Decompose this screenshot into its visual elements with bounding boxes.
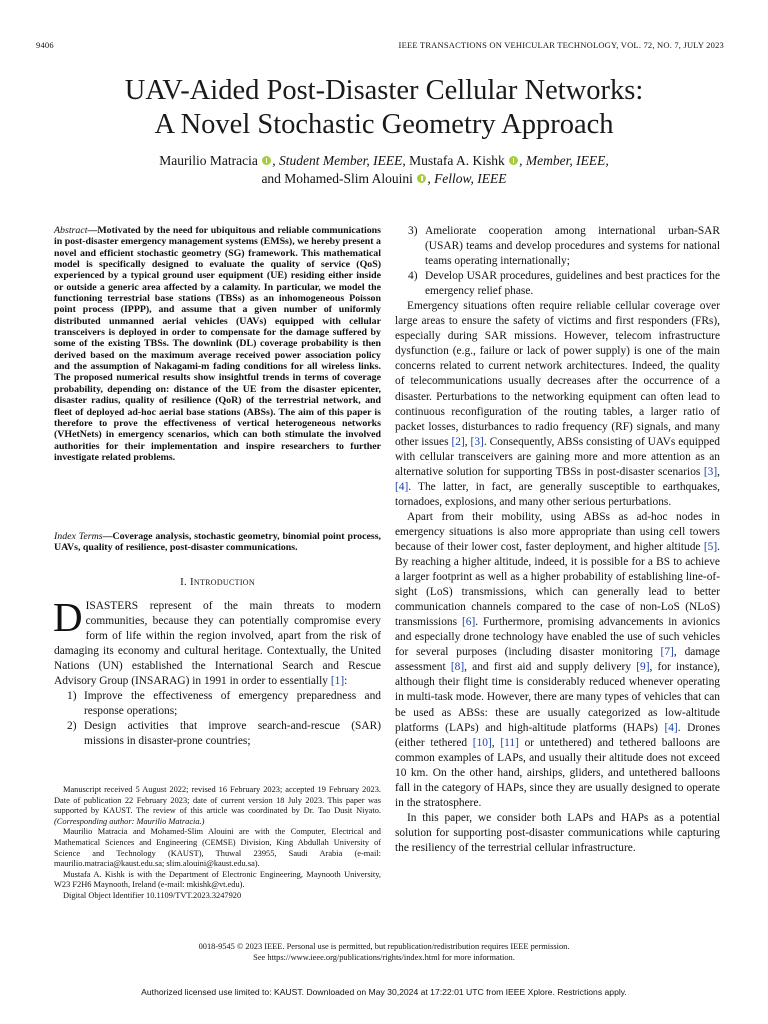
orcid-icon[interactable]: [262, 156, 271, 165]
index-terms: [54, 531, 381, 554]
citation-link[interactable]: [4]: [395, 480, 409, 493]
list-text: Develop USAR procedures, guidelines and best practices for the emergency relief phase.: [425, 270, 720, 298]
list-text: Ameliorate cooperation among international urban-SAR (USAR) teams and develop procedures and systems for national teams operating internationally;: [425, 225, 720, 268]
author-2-name: , Mustafa A. Kishk: [402, 153, 505, 168]
copyright-line: 0018-9545 © 2023 IEEE. Personal use is permitted, but republication/redistribution requires IEEE permission.: [198, 942, 570, 951]
abstract-label: Abstract: [54, 225, 88, 236]
right-column: [395, 224, 720, 856]
list-text: Improve the effectiveness of emergency preparedness and response operations;: [84, 690, 381, 718]
list-item: [54, 689, 381, 719]
license-footer: Authorized licensed use limited to: KAUST. Downloaded on May 30,2024 at 17:22:01 UTC from IEEE Xplore. Restrictions apply.: [141, 987, 627, 997]
intro-text: ISASTERS represent of the main threats to modern communities, because they can potentially compromise every form of life within the region involved, apart from the risk of damaging its economy and cultural heritage. Contextually, the United Nations (UN) established the International Search and Rescue Advisory Group (INSARAG) in 1991 in order to essentially: [54, 600, 381, 688]
citation-link[interactable]: [10]: [472, 736, 492, 749]
affiliation-1: Maurilio Matracia and Mohamed-Slim Alouini are with the Computer, Electrical and Mathematical Sciences and Engineering (CEMSE) Division, King Abdullah University of Science and Technology (KAUST), Thuwal 23955, Saudi Arabia (e-mail: maurilio.matracia@kaust.edu.sa; slim.alouini@kaust.edu.sa).: [54, 827, 381, 869]
body-text: or untethered) and tethered balloons are common examples of LAPs, and usually their altitude does not exceed 10 km. On the other hand, airships, gliders, and untethered balloons fall in the category of HAPs, since they are usually designed to operate in the stratosphere.: [395, 736, 720, 809]
author-3-role: , Fellow, IEEE: [427, 170, 507, 186]
citation-link[interactable]: [1]: [330, 675, 345, 688]
citation-link[interactable]: [7]: [660, 646, 674, 659]
citation-link[interactable]: [8]: [450, 661, 465, 674]
section-number: I.: [180, 576, 187, 588]
section-heading: [54, 576, 381, 588]
title-line-1: UAV-Aided Post-Disaster Cellular Networks:: [124, 75, 644, 106]
citation-link[interactable]: [3]: [470, 435, 484, 448]
page-number: 9406: [36, 40, 54, 50]
author-3-name: and Mohamed-Slim Alouini: [261, 170, 413, 186]
author-list: [0, 152, 768, 187]
body-text: . Consequently, ABSs consisting of UAVs equipped with cellular transceivers are gaining more and more attention as an alternative solution for supporting TBSs in post-disaster scenarios: [395, 435, 720, 478]
manuscript-note: [54, 785, 381, 827]
body-text: , damage assessment: [395, 646, 720, 674]
corresponding-author: (Corresponding author: Maurilio Matracia.): [54, 816, 205, 826]
paper-title: [0, 74, 768, 142]
goals-list-continued: [395, 224, 720, 299]
list-number: 3): [408, 225, 418, 237]
body-text: . Drones (either tethered: [395, 721, 721, 749]
citation-link[interactable]: [5]: [703, 540, 718, 553]
doi[interactable]: Digital Object Identifier 10.1109/TVT.2023.3247920: [63, 890, 242, 900]
body-paragraph: In this paper, we consider both LAPs and HAPs as a potential solution for supporting post-disaster communications while capturing the resiliency of the terrestrial cellular infrastructure.: [395, 811, 720, 854]
title-line-2: A Novel Stochastic Geometry Approach: [154, 109, 614, 140]
body-text: , and first aid and supply delivery: [464, 661, 637, 674]
footnotes: [54, 785, 381, 902]
body-text: Emergency situations often require reliable cellular coverage over large areas to ensure the safety of victims and first responders (FRs), especially during SAR missions. However, telecom infrastructure dysfunction (e.g., failure or lack of power supply) is one of the main concerns related to current network architectures. Indeed, the quality of telecommunications usually decreases after the occurrence of a disaster. Perturbations to the networking equipment can often lead to continuous reconfiguration of the routing tables, a larger ratio of packet losses, disturbances to radio frequency (RF) signals, and many other issues: [395, 300, 720, 448]
citation-link[interactable]: [2]: [451, 435, 465, 448]
section-title: Introduction: [189, 576, 255, 588]
list-number: 2): [67, 720, 77, 733]
index-terms-label: Index Terms: [54, 531, 103, 542]
body-text: , for instance), although their flight time is considerably reduced whenever operating in multi-task mode. However, there are many types of vehicles that can be used as ABSs: these are usually categorized as low-altitude platforms (LAPs) and high-altitude platforms (HAPs): [395, 661, 721, 734]
abstract: [54, 225, 381, 463]
citation-link[interactable]: [11]: [500, 736, 519, 749]
body-paragraph: [395, 299, 720, 510]
goals-list: [54, 689, 381, 749]
intro-text: :: [344, 675, 348, 688]
intro-paragraph: [53, 594, 381, 689]
list-item: [395, 269, 720, 299]
author-2-role: , Member, IEEE,: [519, 153, 609, 168]
author-1-name: Maurilio Matracia: [159, 153, 258, 168]
orcid-icon[interactable]: [417, 174, 426, 183]
list-item: [395, 224, 720, 269]
citation-link[interactable]: [4]: [664, 721, 678, 734]
journal-name: IEEE TRANSACTIONS ON VEHICULAR TECHNOLOGY, VOL. 72, NO. 7, JULY 2023: [398, 40, 724, 50]
body-text: . Furthermore, promising advancements in avionics and especially drone technology have enabled the use of such vehicles for several purposes (including disaster monitoring: [395, 616, 721, 659]
body-text: Apart from their mobility, using ABSs as ad-hoc nodes in emergency situations is also more appropriate than using cell towers because of their lower cost, faster deployment, and higher altitude: [395, 510, 720, 553]
drop-cap: D: [53, 594, 83, 640]
index-terms-text: —Coverage analysis, stochastic geometry, binomial point process, UAVs, quality of resilience, post-disaster communications.: [54, 531, 382, 554]
body-text: ,: [491, 736, 501, 749]
citation-link[interactable]: [9]: [636, 661, 650, 674]
author-1-role: , Student Member, IEEE: [272, 153, 403, 168]
orcid-icon[interactable]: [509, 156, 518, 165]
citation-link[interactable]: [6]: [461, 616, 476, 629]
body-text: . The latter, in fact, are generally susceptible to earthquakes, tornadoes, explosions, and many other serious perturbations.: [395, 480, 720, 508]
manuscript-text: Manuscript received 5 August 2022; revised 16 February 2023; accepted 19 February 2023. Date of publication 22 February 2023; date of current version 18 July 2023. This paper was supported by KAUST. The review of this article was coordinated by Dr. Tao Dusit Niyato.: [54, 785, 381, 816]
list-item: [54, 719, 381, 749]
affiliation-2: Mustafa A. Kishk is with the Department of Electronic Engineering, Maynooth University, W23 F2H6 Maynooth, Ireland (e-mail: mkishk@vt.edu).: [54, 869, 381, 890]
running-header: [36, 40, 724, 54]
list-number: 4): [408, 270, 418, 283]
body-text: . By reaching a higher altitude, indeed, it is possible for a BS to achieve a larger footprint as well as a higher probability of establishing line-of-sight (LoS) transmissions, which can generally lead to better communication channels compared to the case of non-LoS (NLoS) transmissions: [395, 540, 720, 629]
list-text: Design activities that improve search-and-rescue (SAR) missions in disaster-prone countries;: [84, 720, 381, 748]
abstract-text: —Motivated by the need for ubiquitous and reliable communications in post-disaster emergency management systems (EMSs), we hereby present a novel and efficient stochastic geometry (SG) framework. This mathematical model is specifically designed to evaluate the quality of service (QoS) experienced by a typical ground user equipment (UE) residing either inside or outside a generic area affected by a calamity. In particular, we model the functioning terrestrial base stations (TBSs) as an inhomogeneous Poisson point process (IPPP), and assume that a given number of uniformly distributed unmanned aerial vehicles (UAVs) equipped with cellular transceivers is deployed in order to compensate for the damage suffered by some of the existing TBSs. The downlink (DL) coverage probability is then derived based on the maximum average received power association policy and the assumption of Nakagami-m fading conditions for all wireless links. The proposed numerical results show insightful trends in terms of coverage probability, depending on: distance of the UE from the disaster epicenter, disaster radius, quality of resilience (QoR) of the terrestrial network, and fleet of deployed ad-hoc aerial base stations (ABSs). The aim of this paper is therefore to prove the effectiveness of vertical heterogeneous networks (VHetNets) in emergency scenarios, which can both stimulate the involved authorities for their implementation and inspire researchers to further investigate related problems.: [54, 225, 381, 463]
intro-left-column: [53, 594, 381, 749]
copyright-notice: [0, 942, 768, 964]
citation-link[interactable]: [3]: [703, 465, 718, 478]
body-text: ,: [717, 465, 720, 478]
body-text: ,: [464, 435, 471, 448]
list-number: 1): [67, 690, 77, 703]
rights-link[interactable]: See https://www.ieee.org/publications/rights/index.html for more information.: [253, 952, 515, 962]
body-paragraph: [395, 510, 720, 811]
